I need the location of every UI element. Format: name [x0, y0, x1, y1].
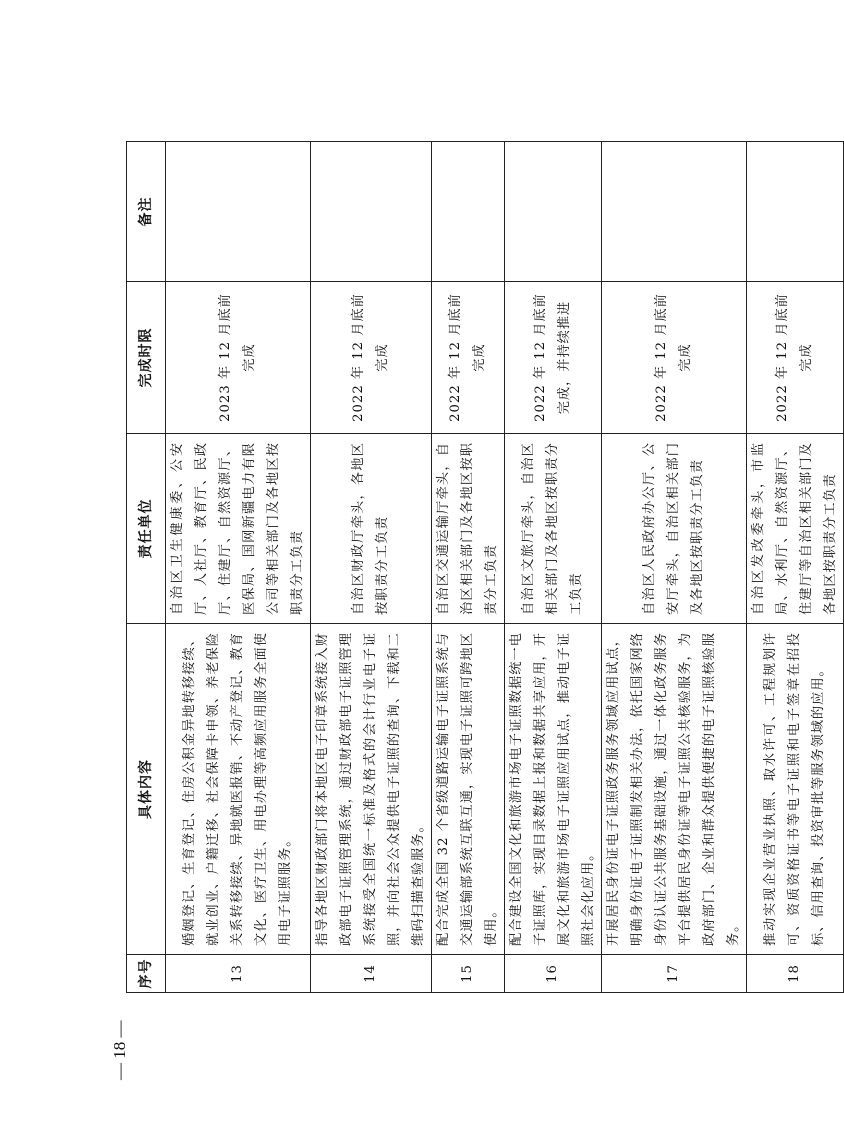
row-content: 配合完成全国 32 个省级道路运输电子证照系统与交通运输部系统互联互通，实现电子证照可跨地区使用。: [432, 624, 505, 955]
row-content: 开展居民身份证电子证照政务服务领域应用试点，明确身份证电子证照制发相关办法，依托国家网络身份认证公共服务基础设施，通过一体化政务服务平台提供居民身份证等电子证照公共核验服务，为政府部门、企业和群众提供便捷的电子证照核验服务。: [602, 624, 747, 955]
row-deadline: 2022 年 12 月底前完成，并持续推进: [505, 282, 602, 434]
row-unit: 自治区文旅厅牵头，自治区相关部门及各地区按职责分工负责: [505, 434, 602, 624]
task-table: [126, 141, 844, 993]
row-content: 推动实现企业营业执照、取水许可、工程规划许可、资质资格证书等电子证照和电子签章在招投标、信用查询、投资审批等服务领域的应用。: [747, 624, 844, 955]
page-number: — 18 —: [110, 1020, 129, 1080]
table-row: [432, 142, 505, 993]
row-content: 婚姻登记、生育登记、住房公积金异地转移接续、就业创业、户籍迁移、社会保障卡申领、养老保险关系转移接续、异地就医报销、不动产登记、教育文化、医疗卫生、用电办理等高频应用服务全面使用电子证照服务。: [166, 624, 311, 955]
table-row: [602, 142, 747, 993]
row-remark: [311, 142, 432, 282]
row-index: 17: [602, 955, 747, 993]
row-remark: [602, 142, 747, 282]
row-content: 指导各地区财政部门将本地区电子印章系统接入财政部电子证照管理系统，通过财政部电子证照管理系统接受全国统一标准及格式的会计行业电子证照，并向社会公众提供电子证照的查询、下载和二维码扫描查验服务。: [311, 624, 432, 955]
row-deadline: 2023 年 12 月底前完成: [166, 282, 311, 434]
row-deadline: 2022 年 12 月底前完成: [747, 282, 844, 434]
row-unit: 自治区交通运输厅牵头，自治区相关部门及各地区按职责分工负责: [432, 434, 505, 624]
row-remark: [747, 142, 844, 282]
row-remark: [432, 142, 505, 282]
row-index: 14: [311, 955, 432, 993]
header-content: 具体内容: [127, 624, 166, 955]
table-row: [166, 142, 311, 993]
row-index: 13: [166, 955, 311, 993]
header-index: 序号: [127, 955, 166, 993]
row-remark: [166, 142, 311, 282]
header-unit: 责任单位: [127, 434, 166, 624]
row-deadline: 2022 年 12 月底前完成: [432, 282, 505, 434]
row-unit: 自治区人民政府办公厅、公安厅牵头，自治区相关部门及各地区按职责分工负责: [602, 434, 747, 624]
row-index: 16: [505, 955, 602, 993]
row-index: 18: [747, 955, 844, 993]
table-row: [311, 142, 432, 993]
table-header-row: [127, 142, 166, 993]
header-deadline: 完成时限: [127, 282, 166, 434]
row-remark: [505, 142, 602, 282]
header-remark: 备注: [127, 142, 166, 282]
table-row: [747, 142, 844, 993]
row-index: 15: [432, 955, 505, 993]
table-row: [505, 142, 602, 993]
row-content: 配合建设全国文化和旅游市场电子证照数据统一电子证照库，实现目录数据上报和数据共享应用，开展文化和旅游市场电子证照应用试点，推动电子证照社会化应用。: [505, 624, 602, 955]
row-unit: 自治区发改委牵头，市监局、水利厅、自然资源厅、住建厅等自治区相关部门及各地区按职责分工负责: [747, 434, 844, 624]
row-unit: 自治区财政厅牵头，各地区按职责分工负责: [311, 434, 432, 624]
row-unit: 自治区卫生健康委、公安厅、人社厅、教育厅、民政厅、住建厅、自然资源厅、医保局、国网新疆电力有限公司等相关部门及各地区按职责分工负责: [166, 434, 311, 624]
row-deadline: 2022 年 12 月底前完成: [311, 282, 432, 434]
row-deadline: 2022 年 12 月底前完成: [602, 282, 747, 434]
rotated-table-container: [126, 142, 838, 993]
